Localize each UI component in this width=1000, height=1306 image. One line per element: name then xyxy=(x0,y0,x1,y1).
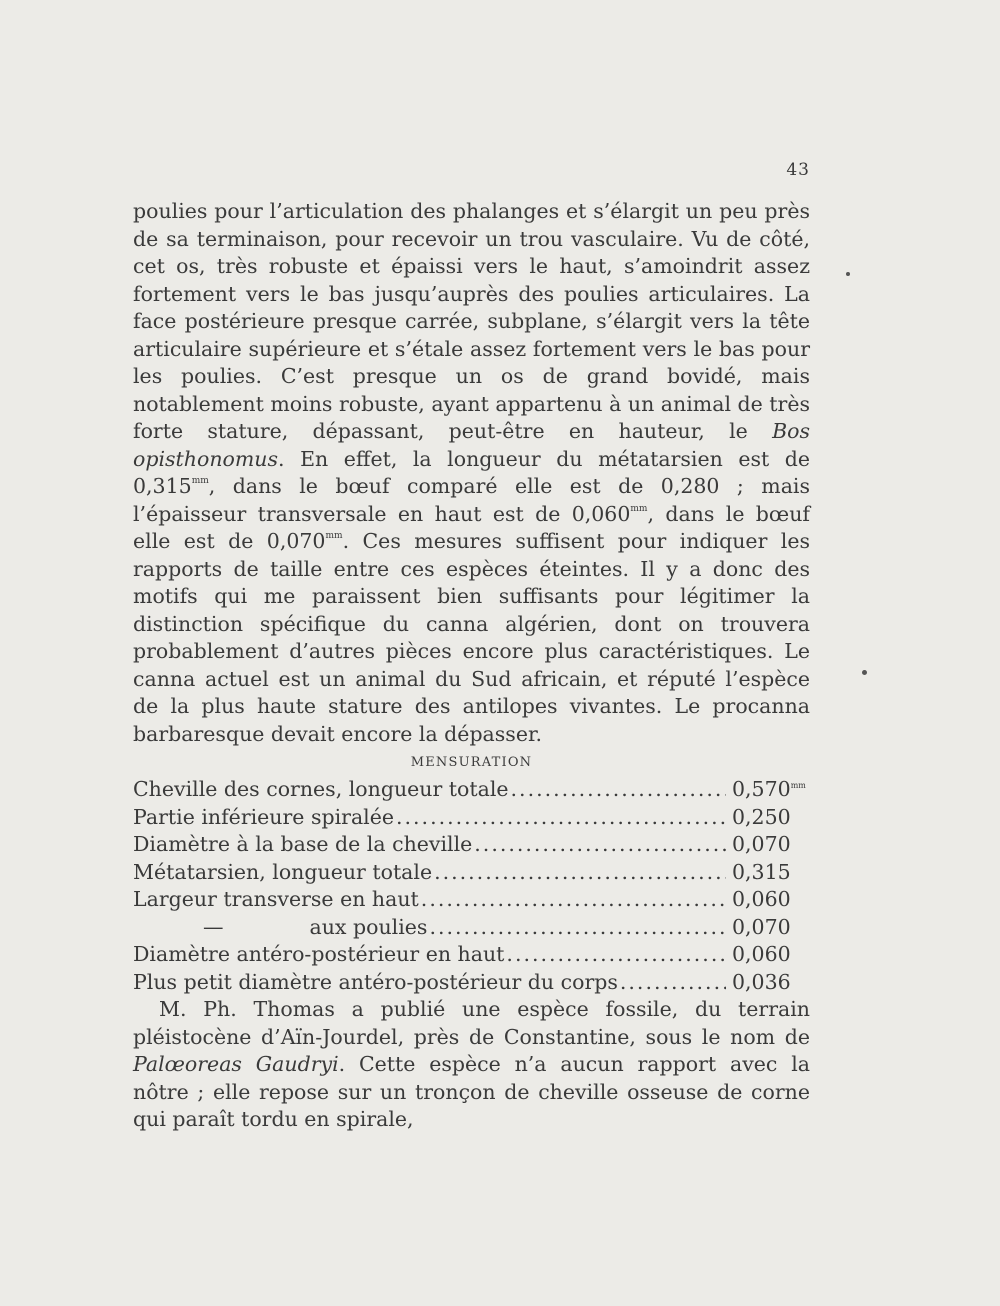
measure-row xyxy=(133,914,810,942)
print-speck xyxy=(846,272,850,276)
print-speck xyxy=(862,670,867,675)
measure-row xyxy=(133,776,810,804)
paragraph-1 xyxy=(133,198,810,748)
leader-dots xyxy=(429,914,726,942)
measure-label: Cheville des cornes, longueur totale xyxy=(133,777,509,801)
measure-label: aux poulies xyxy=(309,914,428,939)
measure-value: 0,060 xyxy=(732,887,791,911)
paragraph-2-text-b: . Cette espèce n’a aucun rapport avec la nôtre ; elle repose sur un tronçon de cheville osseuse de corne qui paraît tordu en spirale, xyxy=(133,1052,810,1131)
measure-label: Métatarsien, longueur totale xyxy=(133,859,433,884)
leader-dots xyxy=(434,859,726,887)
measure-value: $0,570^{mm}$ xyxy=(732,777,806,801)
unit-superscript: mm xyxy=(790,781,806,791)
mensuration-heading: MENSURATION xyxy=(410,755,533,770)
unit-superscript: mm xyxy=(191,476,209,487)
leader-dots xyxy=(421,886,726,914)
paragraph-1-italic-species: Bos opisthonomus xyxy=(133,419,810,471)
unit-superscript: mm xyxy=(325,531,343,542)
measure-row xyxy=(133,859,810,887)
leader-dots xyxy=(620,969,726,997)
measure-row xyxy=(133,886,810,914)
measure-label: Largeur transverse en haut xyxy=(133,887,419,911)
measure-row xyxy=(133,831,810,859)
measure-value: 0,250 xyxy=(732,804,791,829)
paragraph-1-text-b: . En effet, la longueur du métatarsien est de 0,315 xyxy=(133,446,810,498)
leader-dots xyxy=(511,776,726,804)
measure-label: Plus petit diamètre antéro-postérieur du corps xyxy=(133,969,618,994)
measure-label: Diamètre à la base de la cheville xyxy=(133,832,473,856)
measure-value: 0,070 xyxy=(732,914,791,939)
measure-row xyxy=(133,969,810,997)
leader-dots xyxy=(474,831,726,859)
paragraph-2-text-a: M. Ph. Thomas a publié une espèce fossile, du terrain pléistocène d’Aïn-Jourdel, près de Constantine, sous le nom de xyxy=(133,997,810,1049)
measure-value: 0,315 xyxy=(732,859,791,884)
measure-value: 0,060 xyxy=(732,942,791,966)
paragraph-2 xyxy=(133,996,810,1134)
mensuration-table xyxy=(133,776,810,996)
paragraph-1-text-a: poulies pour l’articulation des phalanges et s’élargit un peu près de sa terminaison, pour recevoir un trou vasculaire. Vu de côté, cet os, très robuste et épaissi vers le haut, s’amoindrit assez fortement vers le bas jusqu’auprès des poulies articulaires. La face postérieure presque carrée, subplane, s’élargit vers la tête articulaire supérieure et s’étale assez fortement vers le bas pour les poulies. C’est presque un os de grand bovidé, mais notablement moins robuste, ayant appartenu à un animal de très forte stature, dépassant, peut-être en hauteur, le xyxy=(133,199,810,443)
measure-row xyxy=(133,804,810,832)
measure-value: 0,036 xyxy=(732,969,791,994)
paragraph-1-text-c: , dans le bœuf comparé elle est de 0,280 ; mais l’épaisseur transversale en haut est de 0,060 xyxy=(133,474,810,526)
unit-superscript: mm xyxy=(630,503,648,514)
measure-row xyxy=(133,941,810,969)
document-body xyxy=(133,198,810,1134)
measure-label: Diamètre antéro-postérieur en haut xyxy=(133,942,505,966)
measure-label: Partie inférieure spiralée xyxy=(133,804,394,829)
leader-dots xyxy=(396,804,726,832)
leader-dots xyxy=(506,941,726,969)
paragraph-1-text-d: , dans le bœuf elle est de 0,070 xyxy=(133,501,810,553)
page-number: 43 xyxy=(786,160,810,180)
ditto-dash: — xyxy=(203,914,224,939)
paragraph-2-italic-species: Palœoreas Gaudryi xyxy=(133,1052,339,1076)
measure-value: 0,070 xyxy=(732,832,791,856)
paragraph-1-text-e: . Ces mesures suffisent pour indiquer les rapports de taille entre ces espèces éteintes. Il y a donc des motifs qui me paraissent bien suffisants pour légitimer la distinction spécifique du canna algérien, dont on trouvera probablement d’autres pièces encore plus caractéristiques. Le canna actuel est un animal du Sud africain, et réputé l’espèce de la plus haute stature des antilopes vivantes. Le procanna barbaresque devait encore la dépasser. xyxy=(133,529,810,746)
